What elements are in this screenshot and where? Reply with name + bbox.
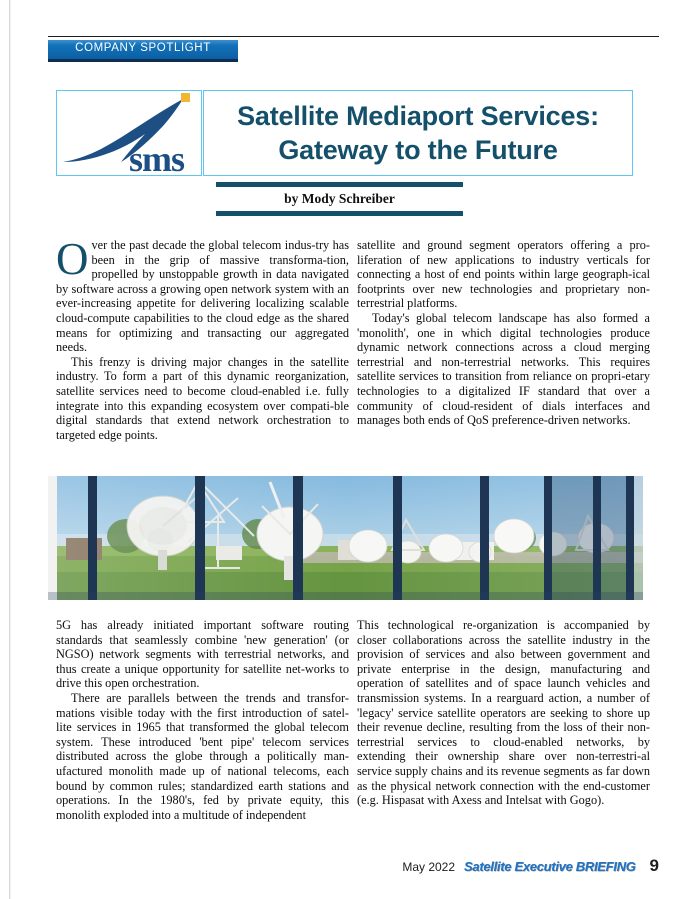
article-photo xyxy=(48,476,643,600)
footer-page-number: 9 xyxy=(649,856,659,875)
paragraph-text: ver the past decade the global telecom indus-try has been in the grip of massive transforma-tion, propelled by unstoppable growth in data navigated by software across a growing open network system with an ever-increasing appetite for delivering localizing scalable cloud-compute capabilities to the cloud edge as the shared means for optimizing and transacting our aggregated needs. xyxy=(56,238,349,355)
section-kicker-banner xyxy=(48,40,238,62)
section-kicker-label: COMPANY SPOTLIGHT xyxy=(75,42,211,55)
body-column-bottom-right xyxy=(357,618,650,808)
paragraph: 5G has already initiated important software routing standards that seamlessly combine 'new generation' (or NGSO) network segments with terrestrial networks, and thus create a unique opportunity for satellite net-works to drive this open orchestration. xyxy=(56,618,349,691)
paragraph: This frenzy is driving major changes in the satellite industry. To form a part of this dynamic reorganization, satellite services need to become cloud-enabled i.e. fully integrate into this expanding ecosystem over compati-ble digital standards that extend network orchestration to targeted edge points. xyxy=(56,354,349,442)
drop-cap: O xyxy=(56,234,89,284)
article-title-line-1: Satellite Mediaport Services: xyxy=(237,101,599,131)
byline-rule-bottom xyxy=(216,211,463,216)
byline-author: by Mody Schreiber xyxy=(284,191,395,206)
header-rule xyxy=(48,36,659,37)
paragraph: Today's global telecom landscape has also formed a 'monolith', one in which digital technologies produce dynamic network connections across a cloud merging terrestrial and non-terrestrial networks. This requires satellite services to transition from reliance on propri-etary technologies to a digitalized IF standard that over a community of cloud-resident of dials interfaces and manages both ends of QoS preference-driven networks. xyxy=(357,310,650,428)
article-title-line-2: Gateway to the Future xyxy=(278,135,558,165)
body-column-top-right xyxy=(357,238,650,428)
article-title-box xyxy=(203,90,633,176)
sms-logo-icon xyxy=(57,91,201,175)
paragraph xyxy=(56,234,349,355)
page-edge-line-soft xyxy=(10,0,11,899)
paragraph: satellite and ground segment operators offering a pro-liferation of new applications to industry verticals for connecting a host of end points within large geograph-ical footprints over new technologies and proprietary non-terrestrial platforms. xyxy=(357,238,650,311)
byline xyxy=(216,182,463,216)
svg-text:sms: sms xyxy=(129,139,185,175)
page-footer xyxy=(48,856,659,878)
body-column-bottom-left xyxy=(56,618,349,822)
logo-accent-square xyxy=(181,93,190,102)
paragraph: This technological re-organization is accompanied by closer collaborations across the satellite industry in the provision of services and also between government and private enterprise in the design, manufacturing and operation of satellites and of space launch vehicles and transmission systems. In a rearguard action, a number of 'legacy' service satellite operators are seeking to shore up their revenue decline, resulting from the loss of their non-terrestrial services to cloud-enabled networks, by extending their ownership share over non-terrestri-al service supply chains and its revenue segments as far down as the physical network connection with the end-customer (e.g. Hispasat with Axess and Intelsat with Gogo). xyxy=(357,618,650,808)
paragraph: There are parallels between the trends and transfor-mations visible today with the first introduction of satel-lite services in 1965 that transformed the global telecom system. These introduced 'bent pipe' telecom services distributed across the globe through a politically man-ufactured monolith made up of national telecoms, each bound by common rules; standardized earth stations and operations. In the 1980's, fed by private equity, this monolith exploded into a multitude of independent xyxy=(56,690,349,822)
body-column-top-left xyxy=(56,234,349,442)
footer-publication-name: Satellite Executive BRIEFING xyxy=(464,859,636,874)
company-logo-box xyxy=(56,90,202,176)
teleport-photo-illustration xyxy=(48,476,643,600)
footer-issue-date: May 2022 xyxy=(402,860,456,874)
